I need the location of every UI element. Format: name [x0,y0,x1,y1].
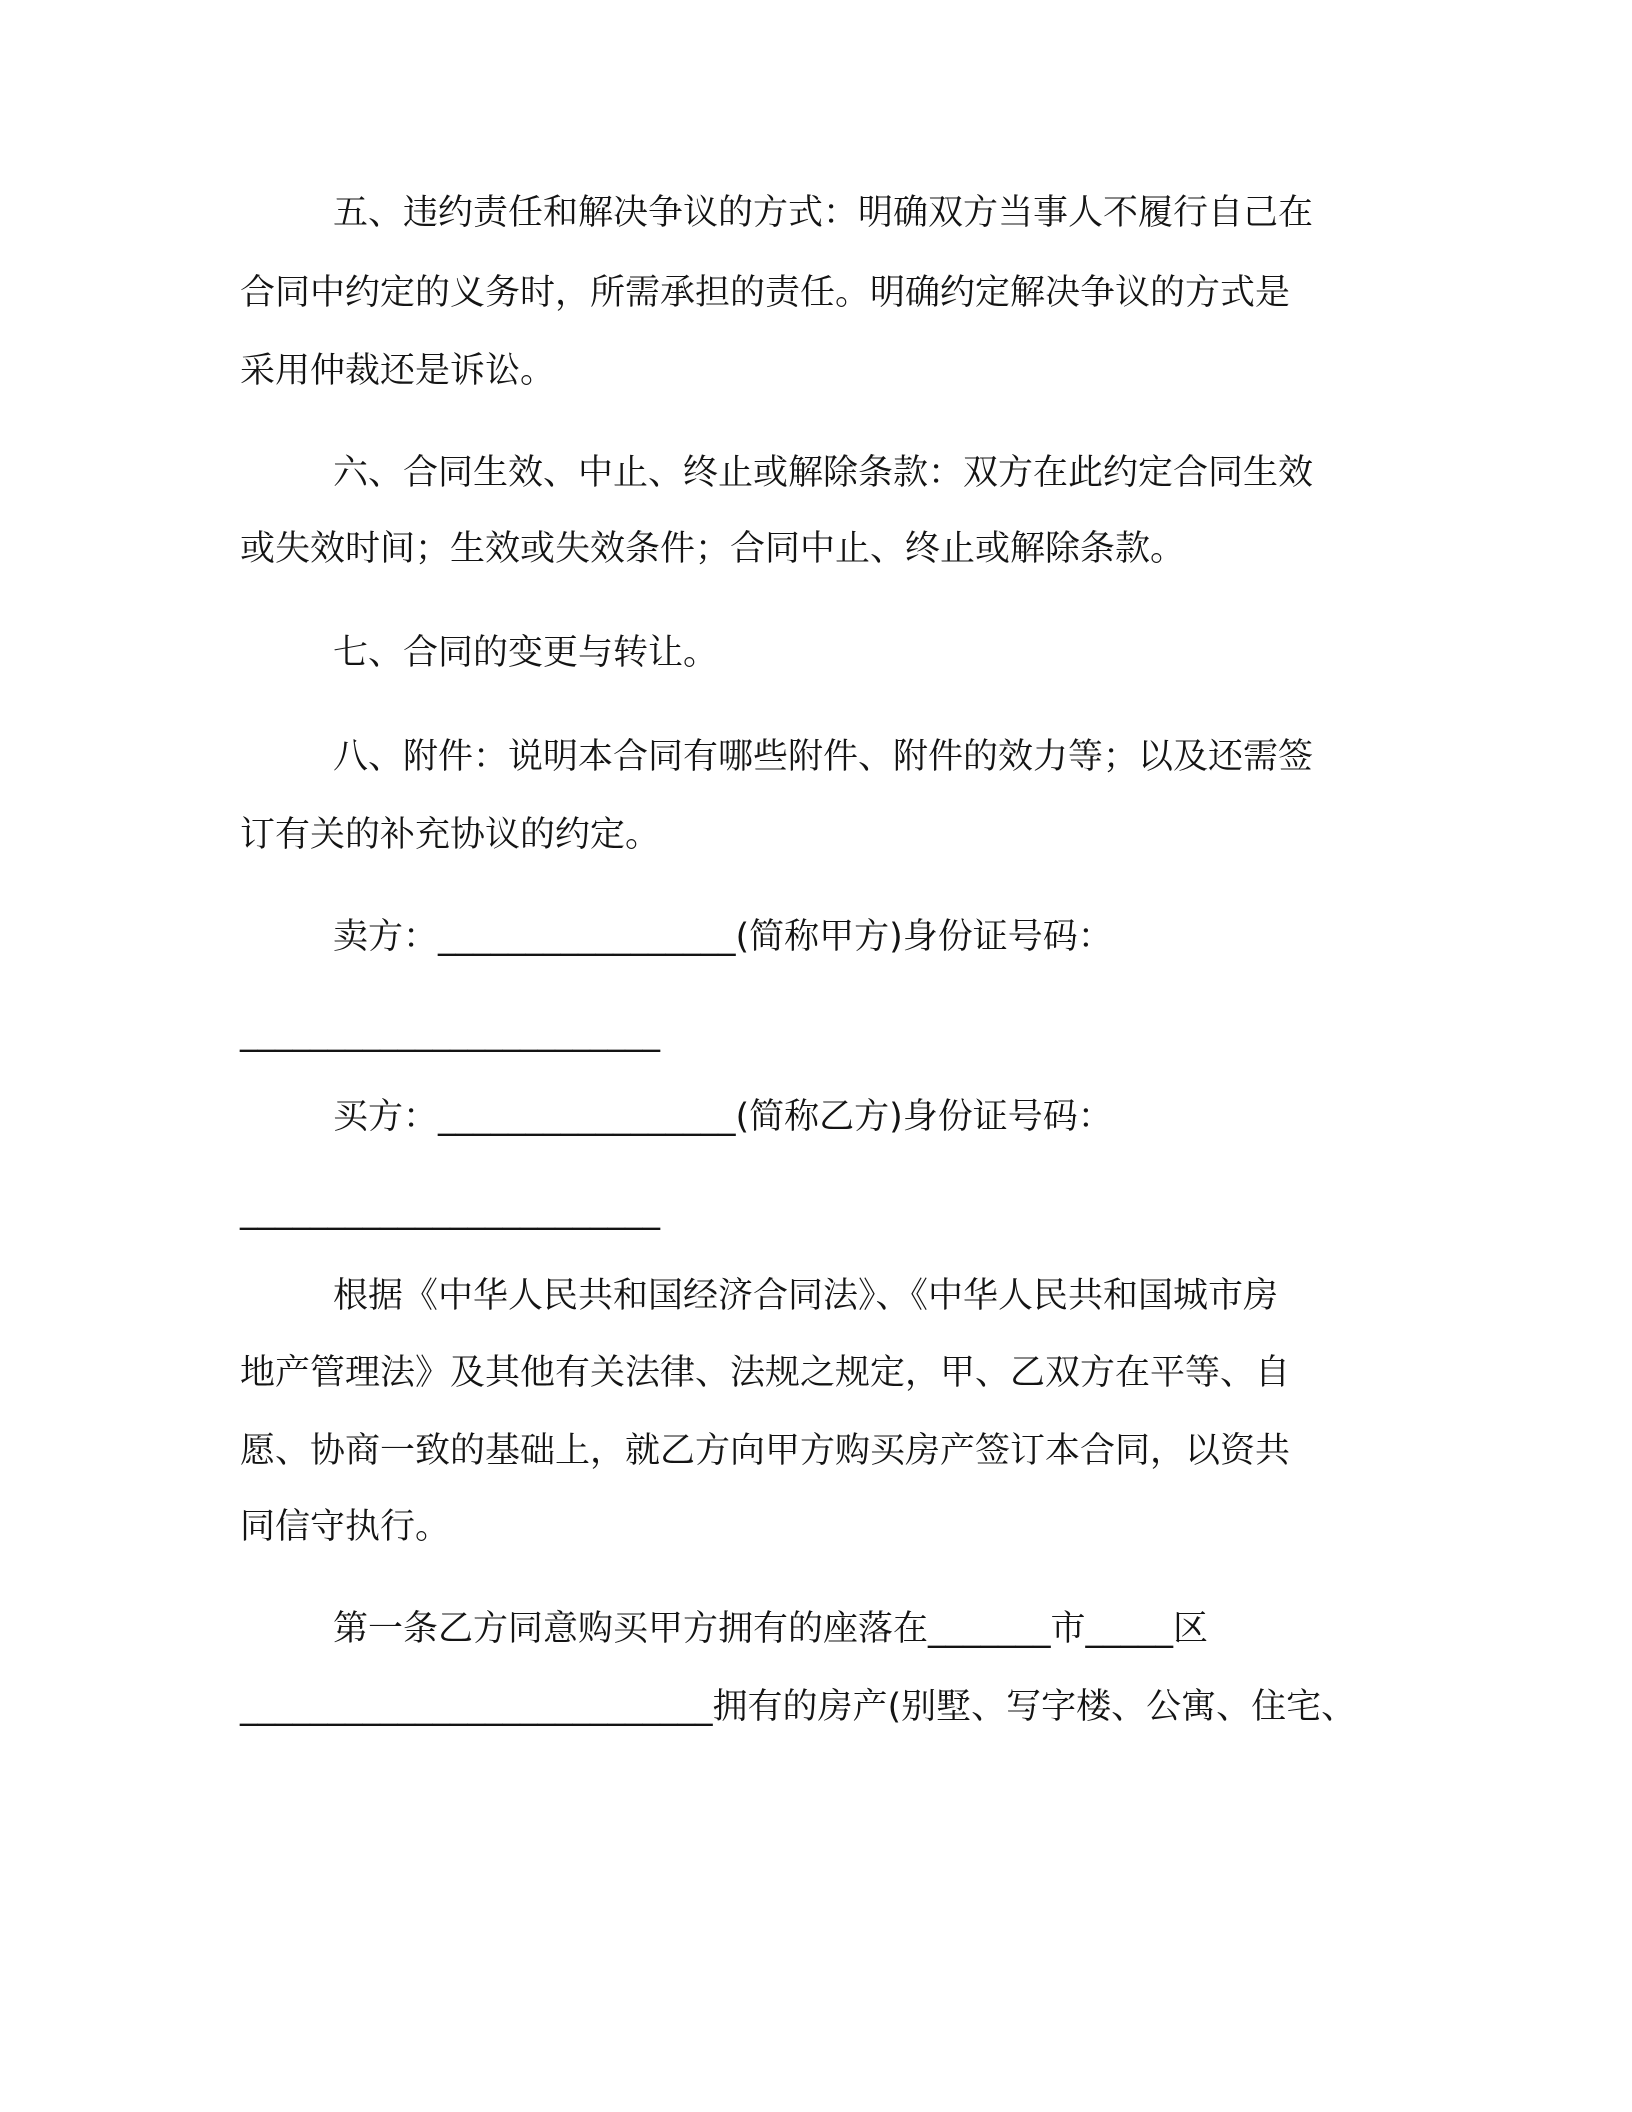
article-1-line-2: ___________________________拥有的房产(别墅、写字楼、公寓、住宅、 [240,1687,1357,1727]
seller-id-blank: ________________________ [240,1013,660,1053]
preamble-line-1: 根据《中华人民共和国经济合同法》、《中华人民共和国城市房 [333,1276,1279,1316]
clause-7-line-1: 七、合同的变更与转让。 [333,633,719,673]
buyer-id-blank: ________________________ [240,1191,660,1231]
preamble-line-2: 地产管理法》及其他有关法律、法规之规定，甲、乙双方在平等、自 [240,1353,1291,1393]
clause-5-line-3: 采用仲裁还是诉讼。 [240,351,556,391]
buyer-line: 买方：_________________(简称乙方)身份证号码： [333,1097,1113,1137]
preamble-line-4: 同信守执行。 [240,1507,451,1547]
clause-5-line-1: 五、违约责任和解决争议的方式：明确双方当事人不履行自己在 [333,193,1314,233]
clause-8-line-1: 八、附件：说明本合同有哪些附件、附件的效力等；以及还需签 [333,737,1314,777]
clause-6-line-2: 或失效时间；生效或失效条件；合同中止、终止或解除条款。 [240,529,1186,569]
preamble-line-3: 愿、协商一致的基础上，就乙方向甲方购买房产签订本合同，以资共 [240,1431,1291,1471]
clause-8-line-2: 订有关的补充协议的约定。 [240,815,661,855]
clause-6-line-1: 六、合同生效、中止、终止或解除条款：双方在此约定合同生效 [333,453,1314,493]
clause-5-line-2: 合同中约定的义务时，所需承担的责任。明确约定解决争议的方式是 [240,273,1291,313]
seller-line: 卖方：_________________(简称甲方)身份证号码： [333,917,1113,957]
article-1-line-1: 第一条乙方同意购买甲方拥有的座落在_______市_____区 [333,1609,1209,1649]
